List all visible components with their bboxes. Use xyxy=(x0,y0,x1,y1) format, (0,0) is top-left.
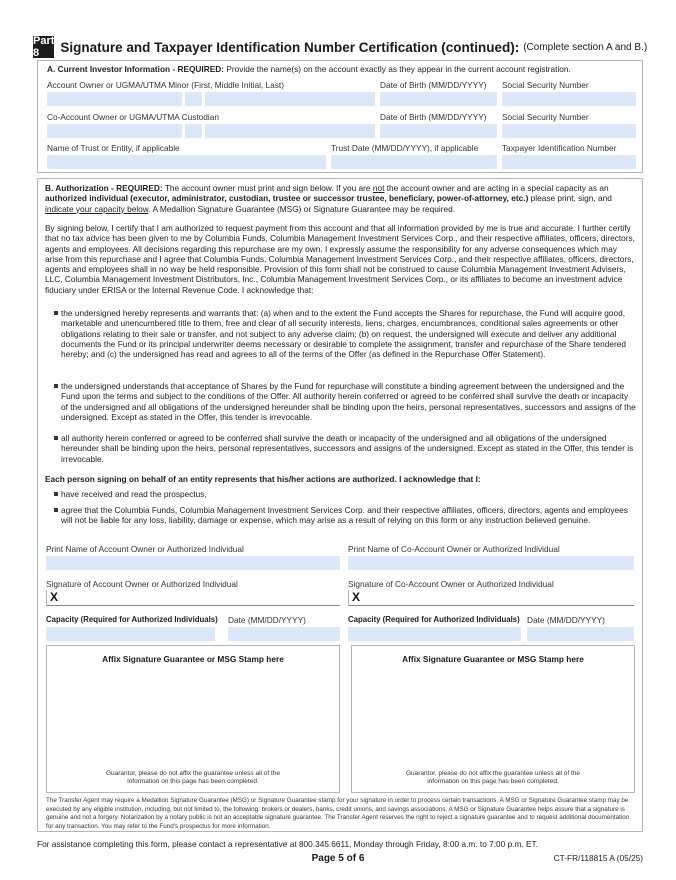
assistance-text: For assistance completing this form, please contact a representative at 800.345.6611, Monday through Friday, 8:00 a.m. to 7:00 p.m. ET. xyxy=(37,839,539,849)
form-code: CT-FR/118815 A (05/25) xyxy=(553,853,643,863)
coowner-ssn-field[interactable] xyxy=(502,124,636,138)
owner-middle-initial-field[interactable] xyxy=(185,92,202,106)
coowner-capacity-label: Capacity (Required for Authorized Individuals) xyxy=(348,615,520,624)
entity-bullet: agree that the Columbia Funds, Columbia Management Investment Services Corp. and their respective affiliates, officers, directors, agents and employees will not be liable for any loss, liability, damage or expense, which may arise as a result of relying on this form or any instruction believed genuine. xyxy=(54,505,636,526)
coowner-print-name-label: Print Name of Co-Account Owner or Authorized Individual xyxy=(348,544,560,554)
page-title: Signature and Taxpayer Identification Number Certification (continued): xyxy=(60,39,520,55)
signature-x-mark: X xyxy=(352,590,361,604)
coowner-ssn-label: Social Security Number xyxy=(502,112,589,122)
trust-name-field[interactable] xyxy=(47,155,326,169)
part-header xyxy=(33,35,648,59)
bullet-square-icon xyxy=(54,508,58,512)
coowner-middle-initial-field[interactable] xyxy=(185,124,202,138)
stamp-title: Affix Signature Guarantee or MSG Stamp here xyxy=(402,654,584,664)
tin-label: Taxpayer Identification Number xyxy=(502,143,617,153)
owner-last-name-field[interactable] xyxy=(205,92,375,106)
bullet-square-icon xyxy=(54,384,58,388)
owner-date-field[interactable] xyxy=(228,627,340,641)
section-b-intro: B. Authorization - REQUIRED: The account owner must print and sign below. If you are not the account owner and are acting in a special capacity as an authorized individual (executor, administrator, custodian, trustee or successor trustee, beneficiary, power-of-attorney, etc.) please print, sign, and indicate your capacity below. A Medallion Signature Guarantee (MSG) or Signature Guarantee may be required. xyxy=(45,183,612,214)
owner-first-name-field[interactable] xyxy=(47,92,182,106)
coowner-capacity-field[interactable] xyxy=(348,627,521,641)
trust-date-label: Trust Date (MM/DD/YYYY), if applicable xyxy=(331,143,479,153)
owner-ssn-field[interactable] xyxy=(502,92,636,106)
coowner-date-label: Date (MM/DD/YYYY) xyxy=(527,615,605,625)
coowner-name-label: Co-Account Owner or UGMA/UTMA Custodian xyxy=(47,112,219,122)
acknowledge-bullet: the undersigned hereby represents and warrants that: (a) when and to the extent the Fund accepts the Shares for repurchase, the Fund will acquire good, marketable and unencumbered title to them, free and clear of all security interests, liens, charges, encumbrances, conditional sales agreements or other obligations relating to their sale or transfer, and not subject to any adverse claim; (b) on request, the undersigned will execute and deliver any additional documents the Fund or its principal underwriter deems necessary or desirable to complete the assignment, transfer and repurchase of the Share tendered hereby; and (c) the undersigned has read and agrees to all of the terms of the Offer (as defined in the Repurchase Offer Statement). xyxy=(54,308,636,359)
owner-dob-label: Date of Birth (MM/DD/YYYY) xyxy=(380,80,487,90)
coowner-last-name-field[interactable] xyxy=(205,124,375,138)
owner-name-label: Account Owner or UGMA/UTMA Minor (First, Middle Initial, Last) xyxy=(47,80,284,90)
owner-print-name-field[interactable] xyxy=(46,556,340,570)
page-title-note: (Complete section A and B.) xyxy=(523,41,648,53)
signature-guarantee-fine-print: The Transfer Agent may require a Medallion Signature Guarantee (MSG) or Signature Guarantee stamp for your signature in order to process certain transactions. A MSG or Signature Guarantee stamp may be executed by any eligible institution, including, but not limited to, the following: brokers or dealers, banks, credit unions, and savings associations. A MSG or Signature Guarantee helps assure that a signature is genuine and not a forgery. Notarization by a notary public is not an acceptable signature guarantee. The Transfer Agent reserves the right to reject a signature guarantee and to request additional documentation for any transaction. You may refer to the Fund's prospectus for more information. xyxy=(46,797,630,830)
stamp-title: Affix Signature Guarantee or MSG Stamp here xyxy=(102,654,284,664)
section-a-heading: A. Current Investor Information - REQUIRED: Provide the name(s) on the account exactly as they appear in the current account registration. xyxy=(47,64,571,74)
owner-signature-field[interactable] xyxy=(46,590,340,606)
signature-x-mark: X xyxy=(50,590,59,604)
coowner-signature-label: Signature of Co-Account Owner or Authorized Individual xyxy=(348,579,554,589)
owner-dob-field[interactable] xyxy=(380,92,497,106)
coowner-signature-field[interactable] xyxy=(348,590,634,606)
section-b-authorization xyxy=(37,178,643,832)
bullet-square-icon xyxy=(54,492,58,496)
owner-ssn-label: Social Security Number xyxy=(502,80,589,90)
coowner-dob-field[interactable] xyxy=(380,124,497,138)
tin-field[interactable] xyxy=(502,155,636,169)
trust-date-field[interactable] xyxy=(331,155,497,169)
acknowledge-bullet: the undersigned understands that acceptance of Shares by the Fund for repurchase will constitute a binding agreement between the undersigned and the Fund upon the terms and subject to the conditions of the Offer. All authority herein conferred or agreed to be conferred shall survive the death or incapacity of the undersigned and all obligations of the undersigned hereunder shall be binding upon the heirs, personal representatives, successors and assigns of the undersigned. Except as stated in the Offer, this tender is irrevocable. xyxy=(54,381,636,422)
certification-text: By signing below, I certify that I am authorized to request payment from this account and that all information provided by me is true and accurate. I further certify that no tax advice has been given to me by Columbia Funds, Columbia Management Investment Services Corp., and their respective affiliates, officers, directors, agents and employees. All decisions regarding this repurchase are my own. I expressly assume the responsibility for any adverse consequences which may arise from this repurchase and I agree that Columbia Funds, Columbia Management Investment Services Corp., and their respective affiliates, officers, directors, agents and employees shall in no way be held responsible. Provision of this form shall not be construed to cause Columbia Management Investment Advisers, LLC, Columbia Management Investment Distributors, Inc., Columbia Management Investment Services Corp., or its affiliates to become an investment advice fiduciary under ERISA or the Internal Revenue Code. I acknowledge that: xyxy=(45,223,635,295)
trust-name-label: Name of Trust or Entity, if applicable xyxy=(47,143,180,153)
acknowledge-bullet: all authority herein conferred or agreed to be conferred shall survive the death or incapacity of the undersigned and all obligations of the undersigned hereunder shall be binding upon the heirs, personal representatives, successors and assigns of the undersigned. Except as stated in the Offer, this tender is irrevocable. xyxy=(54,433,636,464)
section-a-investor-info xyxy=(37,60,643,173)
entity-heading: Each person signing on behalf of an entity represents that his/her actions are authorized. I acknowledge that I: xyxy=(45,474,481,484)
coowner-first-name-field[interactable] xyxy=(47,124,182,138)
coowner-dob-label: Date of Birth (MM/DD/YYYY) xyxy=(380,112,487,122)
bullet-square-icon xyxy=(54,436,58,440)
owner-date-label: Date (MM/DD/YYYY) xyxy=(228,615,306,625)
owner-capacity-field[interactable] xyxy=(46,627,215,641)
entity-bullet: have received and read the prospectus, xyxy=(54,489,636,499)
page-number: Page 5 of 6 xyxy=(311,853,365,864)
owner-signature-label: Signature of Account Owner or Authorized Individual xyxy=(46,579,238,589)
owner-stamp-box[interactable] xyxy=(46,645,340,793)
bullet-square-icon xyxy=(54,311,58,315)
coowner-print-name-field[interactable] xyxy=(348,556,634,570)
stamp-note: Guarantor, please do not affix the guarantee unless all of the information on this page has been completed. xyxy=(405,770,581,785)
stamp-note: Guarantor, please do not affix the guarantee unless all of the information on this page has been completed. xyxy=(105,770,281,785)
owner-print-name-label: Print Name of Account Owner or Authorized Individual xyxy=(46,544,244,554)
coowner-stamp-box[interactable] xyxy=(351,645,635,793)
coowner-date-field[interactable] xyxy=(527,627,634,641)
owner-capacity-label: Capacity (Required for Authorized Individuals) xyxy=(46,615,218,624)
part-badge: Part 8 xyxy=(33,35,55,59)
